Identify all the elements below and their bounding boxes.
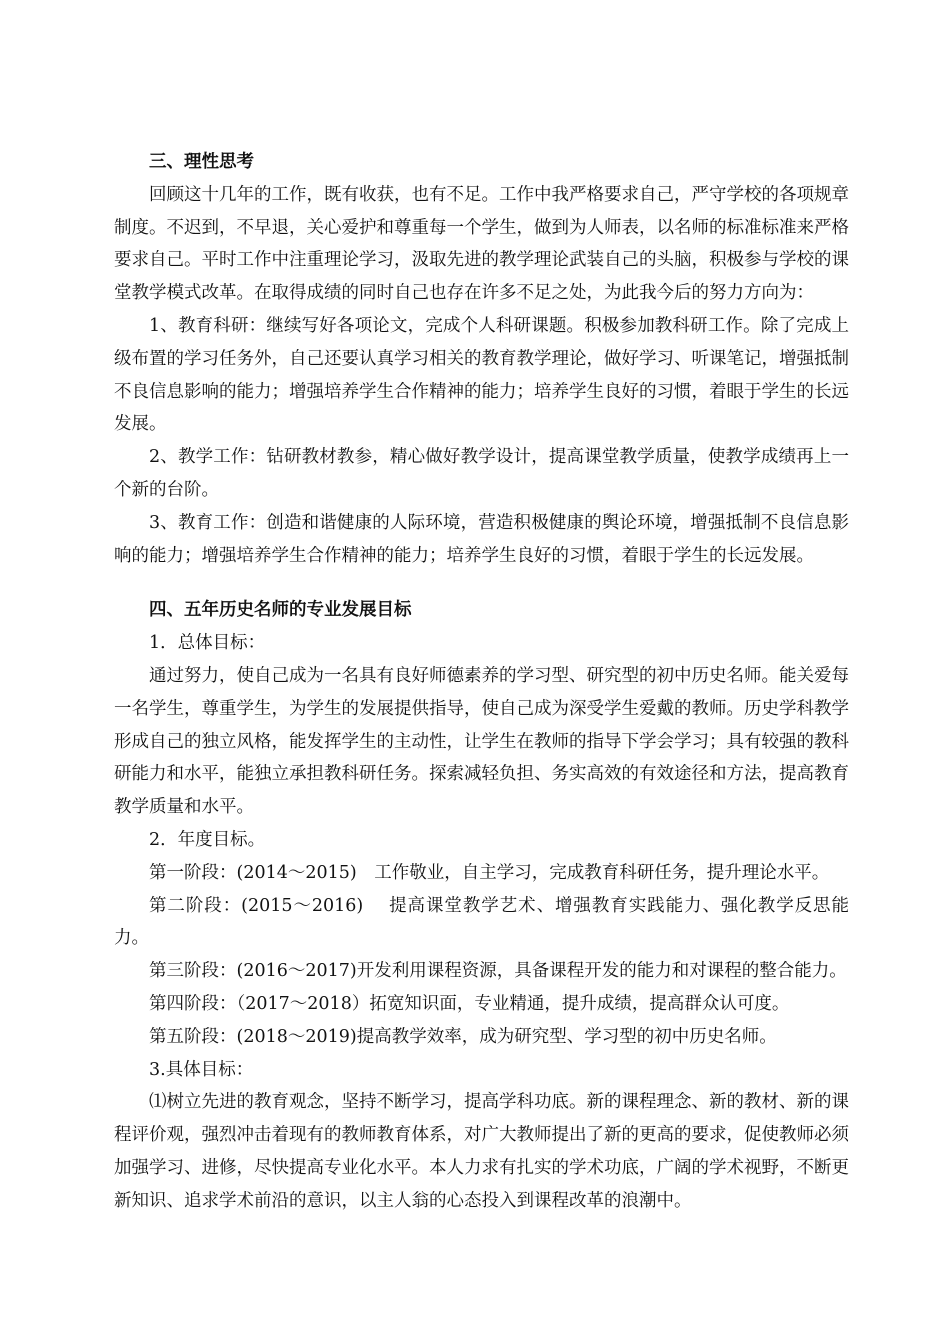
annual-goal-label: 2．年度目标。 [149,829,266,850]
section-3-intro: 回顾这十几年的工作，既有收获，也有不足。工作中我严格要求自己，严守学校的各项规章制度。不迟到，不早退，关心爱护和尊重每一个学生，做到为人师表，以名师的标准标准来严格要求自己。平时工作中注重理论学习，汲取先进的教学理论武装自己的头脑，积极参与学校的课堂教学模式改革。在取得成绩的同时自己也存在许多不足之处，为此我今后的努力方向为： [114,184,849,304]
stage-2: 第二阶段：(2015～2016) 提高课堂教学艺术、增强教育实践能力、强化教学反思能力。 [114,895,849,949]
stage-4: 第四阶段：（2017～2018）拓宽知识面，专业精通，提升成绩，提高群众认可度。 [149,993,790,1014]
section-spacer [114,572,849,594]
stage-3: 第三阶段：(2016～2017)开发利用课程资源，具备课程开发的能力和对课程的整合能力。 [149,961,847,982]
stage-1: 第一阶段：(2014～2015) 工作敬业，自主学习，完成教育科研任务，提升理论水平。 [149,862,830,883]
section-3-item-1: 1、教育科研：继续写好各项论文，完成个人科研课题。积极参加教科研工作。除了完成上级布置的学习任务外，自己还要认真学习相关的教育教学理论，做好学习、听课笔记，增强抵制不良信息影响的能力；增强培养学生合作精神的能力；培养学生良好的习惯，着眼于学生的长远发展。 [114,315,849,435]
specific-goal-1: ⑴树立先进的教育观念，坚持不断学习，提高学科功底。新的课程理念、新的教材、新的课程评价观，强烈冲击着现有的教师教育体系，对广大教师提出了新的更高的要求，促使教师必须加强学习、进修，尽快提高专业化水平。本人力求有扎实的学术功底，广阔的学术视野，不断更新知识、追求学术前沿的意识，以主人翁的心态投入到课程改革的浪潮中。 [114,1092,849,1211]
overall-goal-text: 通过努力，使自己成为一名具有良好师德素养的学习型、研究型的初中历史名师。能关爱每一名学生，尊重学生，为学生的发展提供指导，使自己成为深受学生爱戴的教师。历史学科教学形成自己的独立风格，能发挥学生的主动性，让学生在教师的指导下学会学习；具有较强的教科研能力和水平，能独立承担教科研任务。探索减轻负担、务实高效的有效途径和方法，提高教育教学质量和水平。 [114,665,849,818]
section-3-item-3: 3、教育工作：创造和谐健康的人际环境，营造积极健康的舆论环境，增强抵制不良信息影响的能力；增强培养学生合作精神的能力；培养学生良好的习惯，着眼于学生的长远发展。 [114,512,849,566]
section-4-heading: 四、五年历史名师的专业发展目标 [149,600,412,621]
section-3-heading: 三、理性思考 [149,152,254,172]
overall-goal-label: 1．总体目标： [149,633,266,654]
stage-5: 第五阶段：(2018～2019)提高教学效率，成为研究型、学习型的初中历史名师。 [149,1026,777,1047]
section-3-item-2: 2、教学工作：钻研教材教参，精心做好教学设计，提高课堂教学质量，使教学成绩再上一个新的台阶。 [114,447,849,500]
specific-goal-label: 3.具体目标： [149,1059,254,1080]
document-page [114,146,849,1218]
